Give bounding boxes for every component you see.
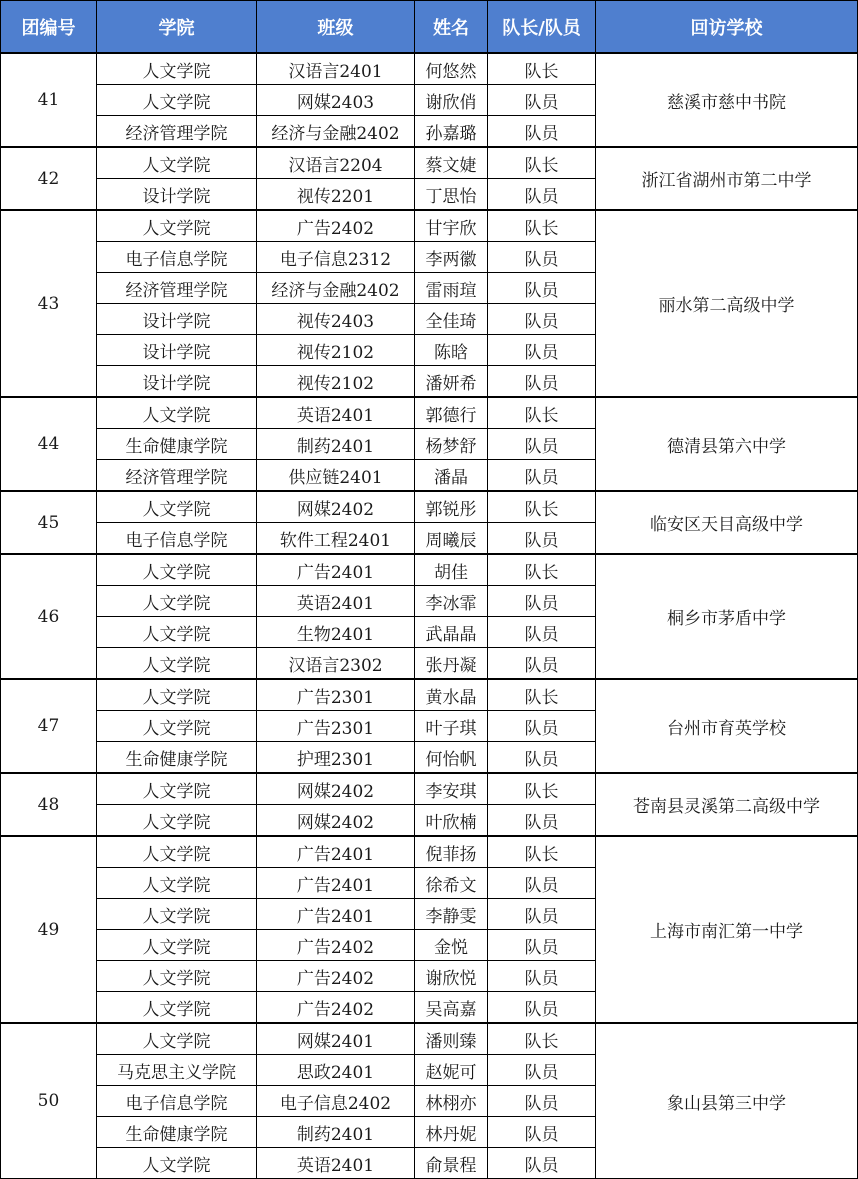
- team-id-cell: 45: [1, 491, 97, 554]
- member-name-cell: 李冰霏: [415, 586, 488, 617]
- class-cell: 网媒2402: [257, 805, 415, 837]
- role-cell: 队员: [488, 179, 596, 211]
- college-cell: 人文学院: [97, 836, 257, 868]
- member-name-cell: 何悠然: [415, 53, 488, 85]
- member-name-cell: 甘宇欣: [415, 210, 488, 242]
- member-name-cell: 杨梦舒: [415, 429, 488, 460]
- member-name-cell: 潘妍希: [415, 366, 488, 398]
- member-name-cell: 丁思怡: [415, 179, 488, 211]
- header-row: [1, 1, 858, 54]
- member-name-cell: 李静雯: [415, 899, 488, 930]
- college-cell: 人文学院: [97, 147, 257, 179]
- member-name-cell: 叶子琪: [415, 711, 488, 742]
- member-name-cell: 谢欣俏: [415, 85, 488, 116]
- class-cell: 视传2102: [257, 366, 415, 398]
- college-cell: 人文学院: [97, 554, 257, 586]
- member-name-cell: 蔡文婕: [415, 147, 488, 179]
- member-name-cell: 林丹妮: [415, 1117, 488, 1148]
- role-cell: 队员: [488, 116, 596, 148]
- member-name-cell: 谢欣悦: [415, 961, 488, 992]
- class-cell: 生物2401: [257, 617, 415, 648]
- class-cell: 汉语言2401: [257, 53, 415, 85]
- role-cell: 队员: [488, 648, 596, 680]
- visit-school-cell: 象山县第三中学: [596, 1023, 858, 1179]
- class-cell: 广告2401: [257, 899, 415, 930]
- visit-school-cell: 丽水第二高级中学: [596, 210, 858, 397]
- college-cell: 设计学院: [97, 366, 257, 398]
- college-cell: 生命健康学院: [97, 429, 257, 460]
- member-name-cell: 金悦: [415, 930, 488, 961]
- member-name-cell: 叶欣楠: [415, 805, 488, 837]
- class-cell: 英语2401: [257, 586, 415, 617]
- college-cell: 人文学院: [97, 961, 257, 992]
- member-name-cell: 俞景程: [415, 1148, 488, 1179]
- visit-school-cell: 临安区天目高级中学: [596, 491, 858, 554]
- college-cell: 电子信息学院: [97, 523, 257, 555]
- class-cell: 广告2402: [257, 961, 415, 992]
- member-name-cell: 潘晶: [415, 460, 488, 492]
- class-cell: 经济与金融2402: [257, 273, 415, 304]
- header-class: 班级: [257, 1, 415, 54]
- class-cell: 制药2401: [257, 429, 415, 460]
- role-cell: 队员: [488, 805, 596, 837]
- class-cell: 网媒2403: [257, 85, 415, 116]
- class-cell: 供应链2401: [257, 460, 415, 492]
- college-cell: 经济管理学院: [97, 460, 257, 492]
- visit-school-cell: 台州市育英学校: [596, 679, 858, 773]
- role-cell: 队长: [488, 147, 596, 179]
- table-row: [1, 491, 858, 523]
- team-id-cell: 42: [1, 147, 97, 210]
- role-cell: 队员: [488, 899, 596, 930]
- role-cell: 队员: [488, 242, 596, 273]
- class-cell: 制药2401: [257, 1117, 415, 1148]
- college-cell: 人文学院: [97, 899, 257, 930]
- role-cell: 队员: [488, 961, 596, 992]
- role-cell: 队员: [488, 366, 596, 398]
- table-row: [1, 53, 858, 85]
- team-id-cell: 44: [1, 397, 97, 491]
- visit-school-cell: 慈溪市慈中书院: [596, 53, 858, 147]
- visit-school-cell: 上海市南汇第一中学: [596, 836, 858, 1023]
- role-cell: 队长: [488, 554, 596, 586]
- member-name-cell: 赵妮可: [415, 1055, 488, 1086]
- role-cell: 队长: [488, 836, 596, 868]
- member-name-cell: 孙嘉璐: [415, 116, 488, 148]
- role-cell: 队员: [488, 930, 596, 961]
- header-name: 姓名: [415, 1, 488, 54]
- college-cell: 人文学院: [97, 53, 257, 85]
- college-cell: 电子信息学院: [97, 1086, 257, 1117]
- role-cell: 队员: [488, 1086, 596, 1117]
- member-name-cell: 雷雨瑄: [415, 273, 488, 304]
- college-cell: 马克思主义学院: [97, 1055, 257, 1086]
- member-name-cell: 吴高嘉: [415, 992, 488, 1024]
- class-cell: 汉语言2204: [257, 147, 415, 179]
- college-cell: 人文学院: [97, 617, 257, 648]
- visit-school-cell: 桐乡市茅盾中学: [596, 554, 858, 679]
- college-cell: 人文学院: [97, 648, 257, 680]
- role-cell: 队员: [488, 335, 596, 366]
- member-name-cell: 黄水晶: [415, 679, 488, 711]
- member-name-cell: 倪菲扬: [415, 836, 488, 868]
- table-body: [1, 53, 858, 1179]
- class-cell: 电子信息2402: [257, 1086, 415, 1117]
- class-cell: 广告2402: [257, 210, 415, 242]
- role-cell: 队员: [488, 85, 596, 116]
- team-id-cell: 41: [1, 53, 97, 147]
- member-name-cell: 郭德行: [415, 397, 488, 429]
- role-cell: 队员: [488, 429, 596, 460]
- class-cell: 视传2102: [257, 335, 415, 366]
- team-id-cell: 50: [1, 1023, 97, 1179]
- college-cell: 人文学院: [97, 1148, 257, 1179]
- class-cell: 网媒2402: [257, 773, 415, 805]
- class-cell: 英语2401: [257, 397, 415, 429]
- college-cell: 电子信息学院: [97, 242, 257, 273]
- class-cell: 广告2301: [257, 711, 415, 742]
- role-cell: 队员: [488, 460, 596, 492]
- class-cell: 广告2401: [257, 554, 415, 586]
- class-cell: 英语2401: [257, 1148, 415, 1179]
- role-cell: 队长: [488, 53, 596, 85]
- college-cell: 人文学院: [97, 711, 257, 742]
- role-cell: 队长: [488, 397, 596, 429]
- college-cell: 生命健康学院: [97, 1117, 257, 1148]
- role-cell: 队员: [488, 523, 596, 555]
- class-cell: 广告2402: [257, 992, 415, 1024]
- college-cell: 人文学院: [97, 397, 257, 429]
- class-cell: 广告2401: [257, 868, 415, 899]
- class-cell: 网媒2402: [257, 491, 415, 523]
- role-cell: 队员: [488, 711, 596, 742]
- class-cell: 网媒2401: [257, 1023, 415, 1055]
- role-cell: 队长: [488, 679, 596, 711]
- role-cell: 队员: [488, 586, 596, 617]
- college-cell: 人文学院: [97, 773, 257, 805]
- role-cell: 队长: [488, 491, 596, 523]
- table-row: [1, 836, 858, 868]
- team-id-cell: 49: [1, 836, 97, 1023]
- college-cell: 人文学院: [97, 805, 257, 837]
- role-cell: 队长: [488, 210, 596, 242]
- class-cell: 思政2401: [257, 1055, 415, 1086]
- college-cell: 人文学院: [97, 930, 257, 961]
- member-name-cell: 陈晗: [415, 335, 488, 366]
- role-cell: 队员: [488, 1148, 596, 1179]
- college-cell: 人文学院: [97, 1023, 257, 1055]
- college-cell: 人文学院: [97, 868, 257, 899]
- role-cell: 队员: [488, 617, 596, 648]
- college-cell: 人文学院: [97, 85, 257, 116]
- college-cell: 人文学院: [97, 491, 257, 523]
- college-cell: 经济管理学院: [97, 116, 257, 148]
- table-row: [1, 554, 858, 586]
- team-id-cell: 43: [1, 210, 97, 397]
- role-cell: 队员: [488, 992, 596, 1024]
- class-cell: 广告2401: [257, 836, 415, 868]
- role-cell: 队员: [488, 868, 596, 899]
- table-row: [1, 210, 858, 242]
- header-team-id: 团编号: [1, 1, 97, 54]
- class-cell: 视传2201: [257, 179, 415, 211]
- member-name-cell: 全佳琦: [415, 304, 488, 335]
- class-cell: 广告2301: [257, 679, 415, 711]
- header-role: 队长/队员: [488, 1, 596, 54]
- class-cell: 视传2403: [257, 304, 415, 335]
- header-school: 回访学校: [596, 1, 858, 54]
- table-row: [1, 1023, 858, 1055]
- table-row: [1, 147, 858, 179]
- member-name-cell: 李安琪: [415, 773, 488, 805]
- college-cell: 人文学院: [97, 679, 257, 711]
- college-cell: 人文学院: [97, 210, 257, 242]
- class-cell: 汉语言2302: [257, 648, 415, 680]
- college-cell: 人文学院: [97, 586, 257, 617]
- role-cell: 队长: [488, 773, 596, 805]
- member-name-cell: 武晶晶: [415, 617, 488, 648]
- role-cell: 队长: [488, 1023, 596, 1055]
- role-cell: 队员: [488, 304, 596, 335]
- member-name-cell: 徐希文: [415, 868, 488, 899]
- table-row: [1, 397, 858, 429]
- team-id-cell: 47: [1, 679, 97, 773]
- college-cell: 经济管理学院: [97, 273, 257, 304]
- member-name-cell: 周曦辰: [415, 523, 488, 555]
- member-name-cell: 张丹凝: [415, 648, 488, 680]
- class-cell: 广告2402: [257, 930, 415, 961]
- class-cell: 经济与金融2402: [257, 116, 415, 148]
- team-id-cell: 46: [1, 554, 97, 679]
- class-cell: 软件工程2401: [257, 523, 415, 555]
- role-cell: 队员: [488, 273, 596, 304]
- team-id-cell: 48: [1, 773, 97, 836]
- member-name-cell: 林栩亦: [415, 1086, 488, 1117]
- college-cell: 设计学院: [97, 335, 257, 366]
- role-cell: 队员: [488, 1117, 596, 1148]
- visit-school-cell: 德清县第六中学: [596, 397, 858, 491]
- member-name-cell: 李两徽: [415, 242, 488, 273]
- role-cell: 队员: [488, 1055, 596, 1086]
- member-name-cell: 潘则臻: [415, 1023, 488, 1055]
- visit-school-cell: 苍南县灵溪第二高级中学: [596, 773, 858, 836]
- visit-school-cell: 浙江省湖州市第二中学: [596, 147, 858, 210]
- header-college: 学院: [97, 1, 257, 54]
- class-cell: 护理2301: [257, 742, 415, 774]
- college-cell: 设计学院: [97, 179, 257, 211]
- table-row: [1, 773, 858, 805]
- member-name-cell: 何怡帆: [415, 742, 488, 774]
- member-name-cell: 胡佳: [415, 554, 488, 586]
- table-header: [1, 1, 858, 54]
- college-cell: 人文学院: [97, 992, 257, 1024]
- class-cell: 电子信息2312: [257, 242, 415, 273]
- college-cell: 设计学院: [97, 304, 257, 335]
- role-cell: 队员: [488, 742, 596, 774]
- table-row: [1, 679, 858, 711]
- college-cell: 生命健康学院: [97, 742, 257, 774]
- member-name-cell: 郭锐彤: [415, 491, 488, 523]
